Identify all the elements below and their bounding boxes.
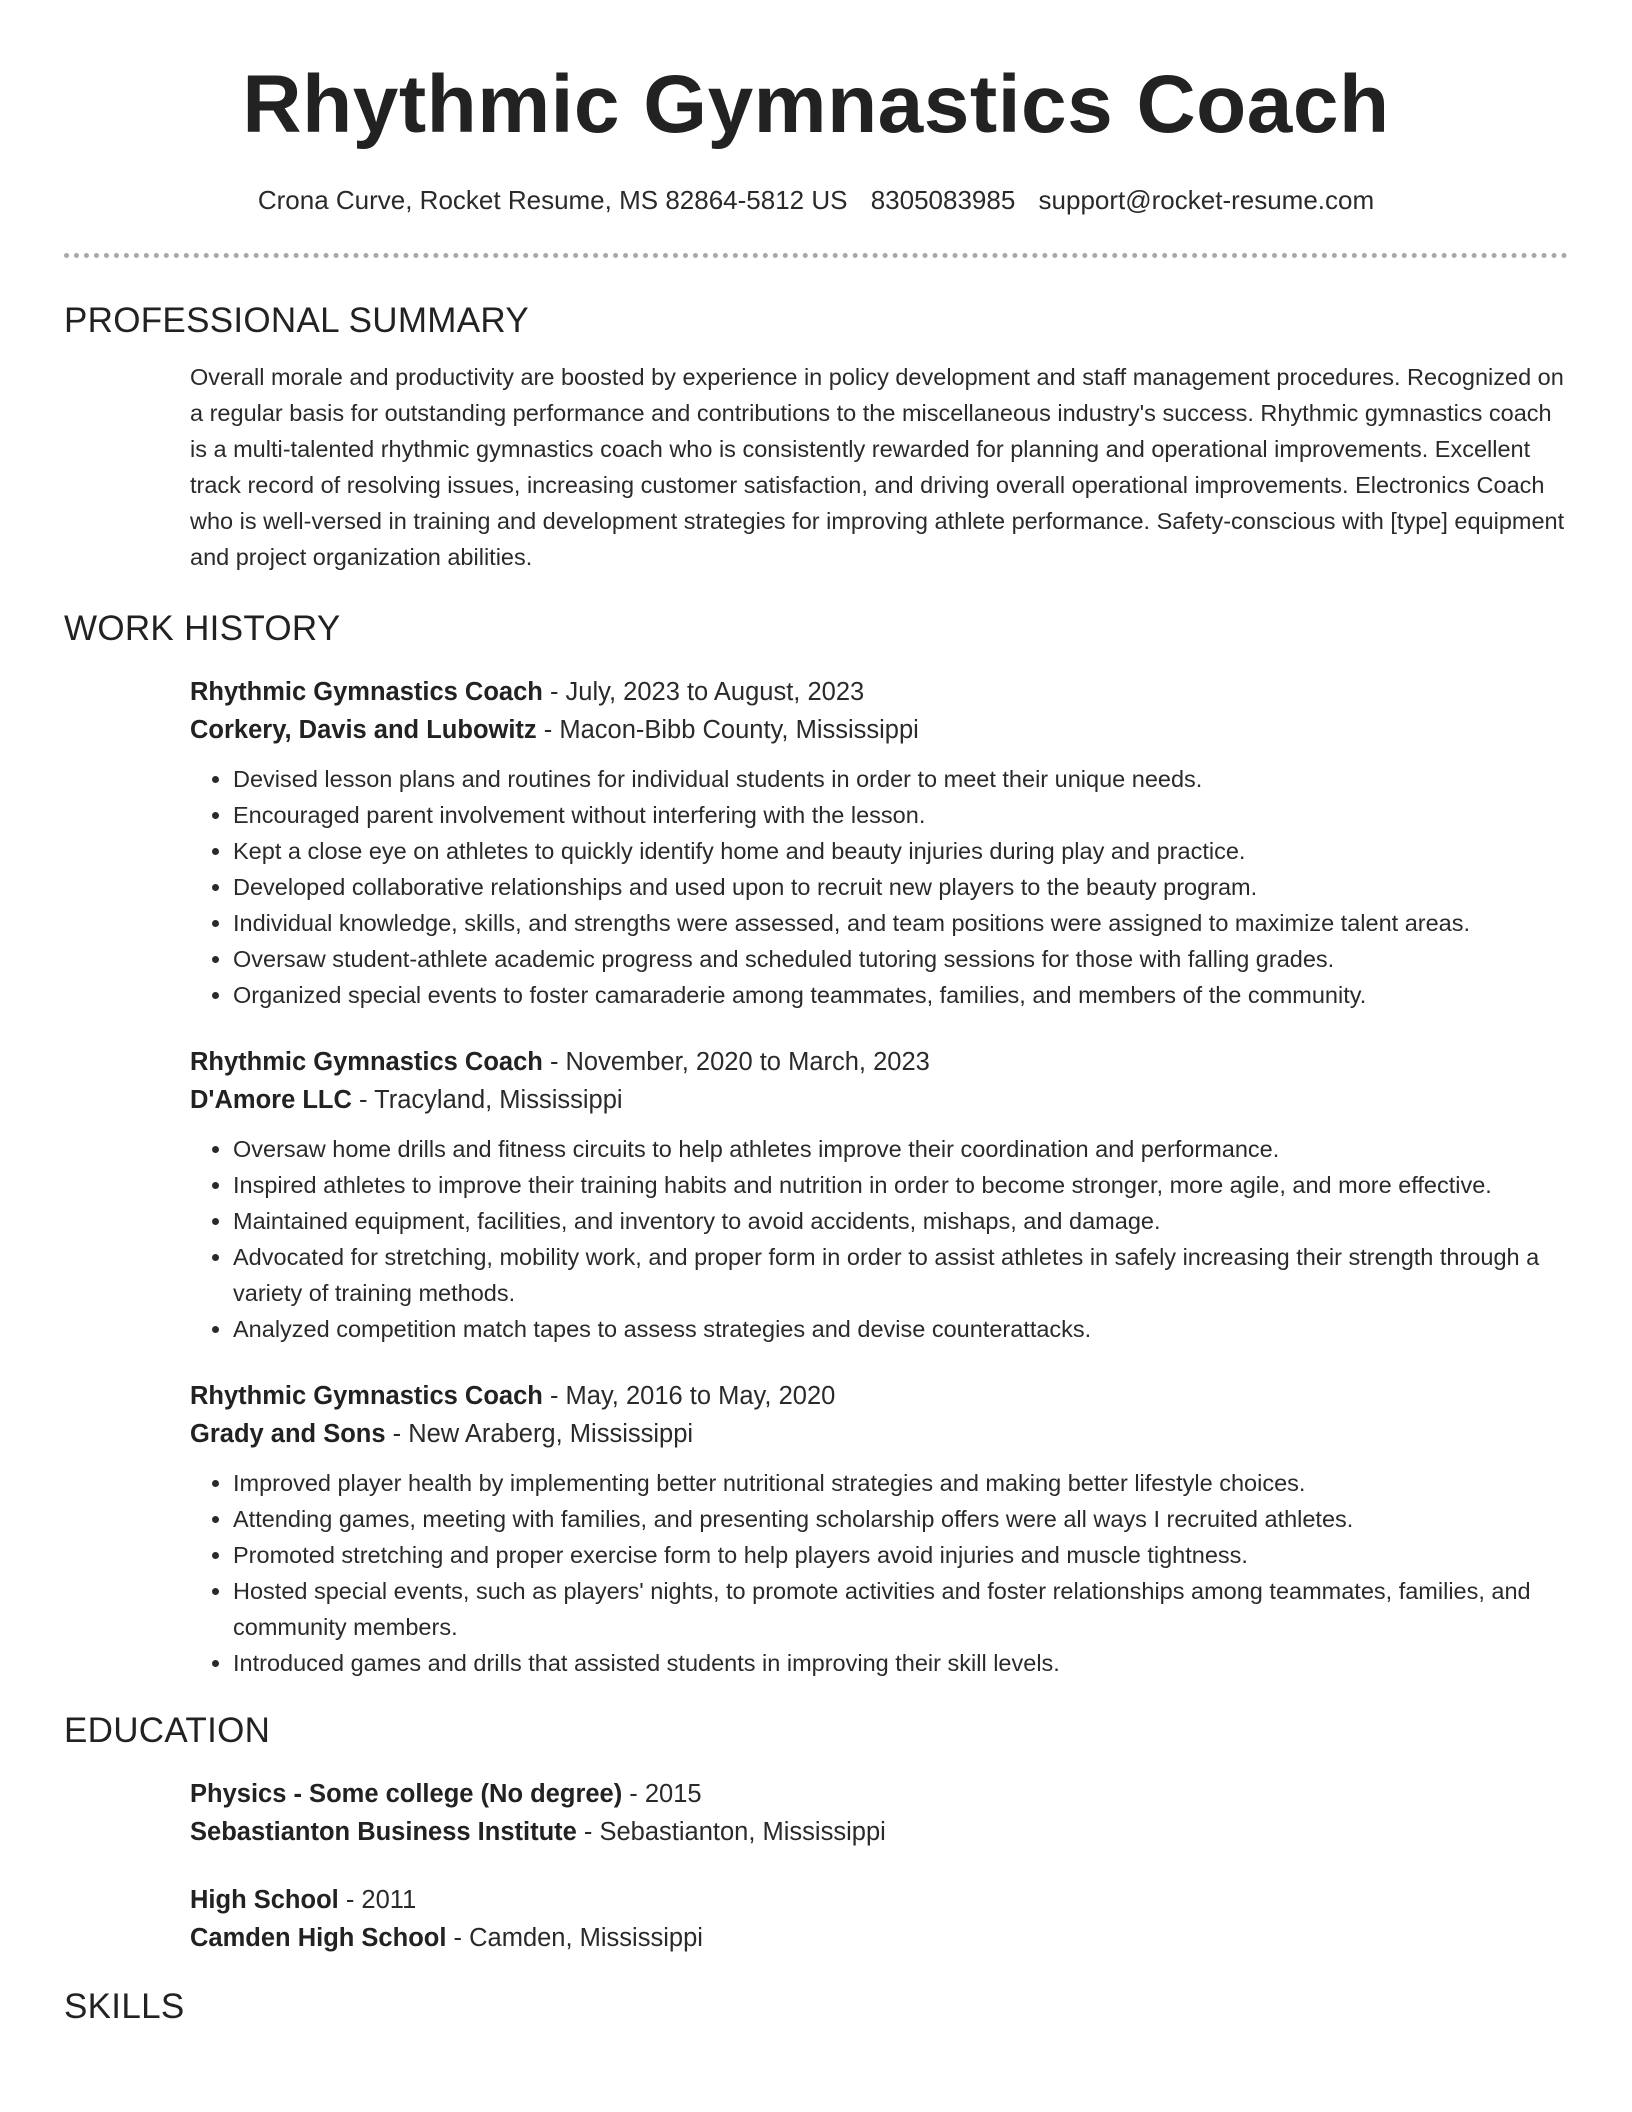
list-item: • Kept a close eye on athletes to quickly identify home and beauty injuries during play and practice. (233, 833, 1568, 869)
page-title: Rhythmic Gymnastics Coach (242, 59, 1390, 150)
education-degree-line (190, 1775, 1568, 1813)
list-item: • Encouraged parent involvement without interfering with the lesson. (233, 797, 1568, 833)
education-degree: High School (190, 1886, 339, 1914)
education-entry (190, 1881, 1568, 1957)
education-section (190, 1775, 1568, 1957)
list-item: • Individual knowledge, skills, and strengths were assessed, and team positions were assigned to maximize talent areas. (233, 905, 1568, 941)
education-location: - Camden, Mississippi (446, 1924, 703, 1952)
section-title-summary: PROFESSIONAL SUMMARY (64, 301, 529, 340)
job-title-line (190, 673, 1568, 711)
job-title: Rhythmic Gymnastics Coach (190, 678, 543, 706)
list-item: • Attending games, meeting with families, and presenting scholarship offers were all ways I recruited athletes. (233, 1501, 1568, 1537)
job-dates: - July, 2023 to August, 2023 (542, 678, 865, 706)
list-item: • Oversaw home drills and fitness circuits to help athletes improve their coordination and performance. (233, 1131, 1568, 1167)
job-title-line (190, 1377, 1568, 1415)
job-entry (190, 673, 1568, 1013)
education-degree: Physics - Some college (No degree) (190, 1780, 623, 1808)
job-bullets (190, 1131, 1568, 1347)
contact-address: Crona Curve, Rocket Resume, MS 82864-5812 US (257, 185, 848, 215)
job-company-line (190, 711, 1568, 749)
education-school: Camden High School (190, 1924, 447, 1952)
summary-section (190, 359, 1568, 575)
header-divider (64, 253, 1568, 258)
contact-phone: 8305083985 (870, 185, 1016, 215)
contact-line (64, 185, 1568, 215)
resume-page (64, 0, 1568, 2027)
education-location: - Sebastianton, Mississippi (576, 1818, 886, 1846)
section-title-education: EDUCATION (64, 1711, 271, 1750)
summary-text: Overall morale and productivity are boosted by experience in policy development and staff management procedures. Recognized on a regular basis for outstanding performance and contributions to the miscellaneous industry's success. Rhythmic gymnastics coach is a multi-talented rhythmic gymnastics coach who is consistently rewarded for planning and operational improvements. Excellent track record of resolving issues, increasing customer satisfaction, and driving overall operational improvements. Electronics Coach who is well-versed in training and development strategies for improving athlete performance. Safety-conscious with [type] equipment and project organization abilities. (190, 364, 1565, 570)
job-company: D'Amore LLC (190, 1086, 352, 1114)
list-item: • Devised lesson plans and routines for individual students in order to meet their unique needs. (233, 761, 1568, 797)
section-title-work: WORK HISTORY (64, 609, 341, 648)
job-company-line (190, 1081, 1568, 1119)
job-title: Rhythmic Gymnastics Coach (190, 1382, 543, 1410)
job-title-line (190, 1043, 1568, 1081)
education-school-line (190, 1919, 1568, 1957)
job-title: Rhythmic Gymnastics Coach (190, 1048, 543, 1076)
education-school: Sebastianton Business Institute (190, 1818, 577, 1846)
job-company-line (190, 1415, 1568, 1453)
job-location: - Macon-Bibb County, Mississippi (536, 716, 919, 744)
section-title-skills: SKILLS (64, 1987, 185, 2026)
list-item: • Organized special events to foster camaraderie among teammates, families, and members of the community. (233, 977, 1568, 1013)
job-entry (190, 1377, 1568, 1681)
list-item: • Analyzed competition match tapes to assess strategies and devise counterattacks. (233, 1311, 1568, 1347)
list-item: • Promoted stretching and proper exercise form to help players avoid injuries and muscle tightness. (233, 1537, 1568, 1573)
education-year: - 2011 (338, 1886, 417, 1914)
education-year: - 2015 (622, 1780, 702, 1808)
list-item: • Inspired athletes to improve their training habits and nutrition in order to become stronger, more agile, and more effective. (233, 1167, 1568, 1203)
job-location: - New Araberg, Mississippi (385, 1420, 694, 1448)
job-bullets (190, 761, 1568, 1013)
job-dates: - May, 2016 to May, 2020 (542, 1382, 836, 1410)
job-company: Grady and Sons (190, 1420, 386, 1448)
job-entry (190, 1043, 1568, 1347)
education-entry (190, 1775, 1568, 1851)
job-company: Corkery, Davis and Lubowitz (190, 716, 537, 744)
list-item: • Advocated for stretching, mobility work, and proper form in order to assist athletes in safely increasing their strength through a variety of training methods. (233, 1239, 1568, 1311)
list-item: • Oversaw student-athlete academic progress and scheduled tutoring sessions for those with falling grades. (233, 941, 1568, 977)
work-section (190, 673, 1568, 1681)
list-item: • Maintained equipment, facilities, and inventory to avoid accidents, mishaps, and damage. (233, 1203, 1568, 1239)
job-location: - Tracyland, Mississippi (351, 1086, 623, 1114)
education-school-line (190, 1813, 1568, 1851)
list-item: • Developed collaborative relationships and used upon to recruit new players to the beauty program. (233, 869, 1568, 905)
education-degree-line (190, 1881, 1568, 1919)
list-item: • Hosted special events, such as players' nights, to promote activities and foster relationships among teammates, families, and community members. (233, 1573, 1568, 1645)
contact-email: support@rocket-resume.com (1038, 185, 1375, 215)
job-dates: - November, 2020 to March, 2023 (542, 1048, 930, 1076)
list-item: • Improved player health by implementing better nutritional strategies and making better lifestyle choices. (233, 1465, 1568, 1501)
job-bullets (190, 1465, 1568, 1681)
list-item: • Introduced games and drills that assisted students in improving their skill levels. (233, 1645, 1568, 1681)
